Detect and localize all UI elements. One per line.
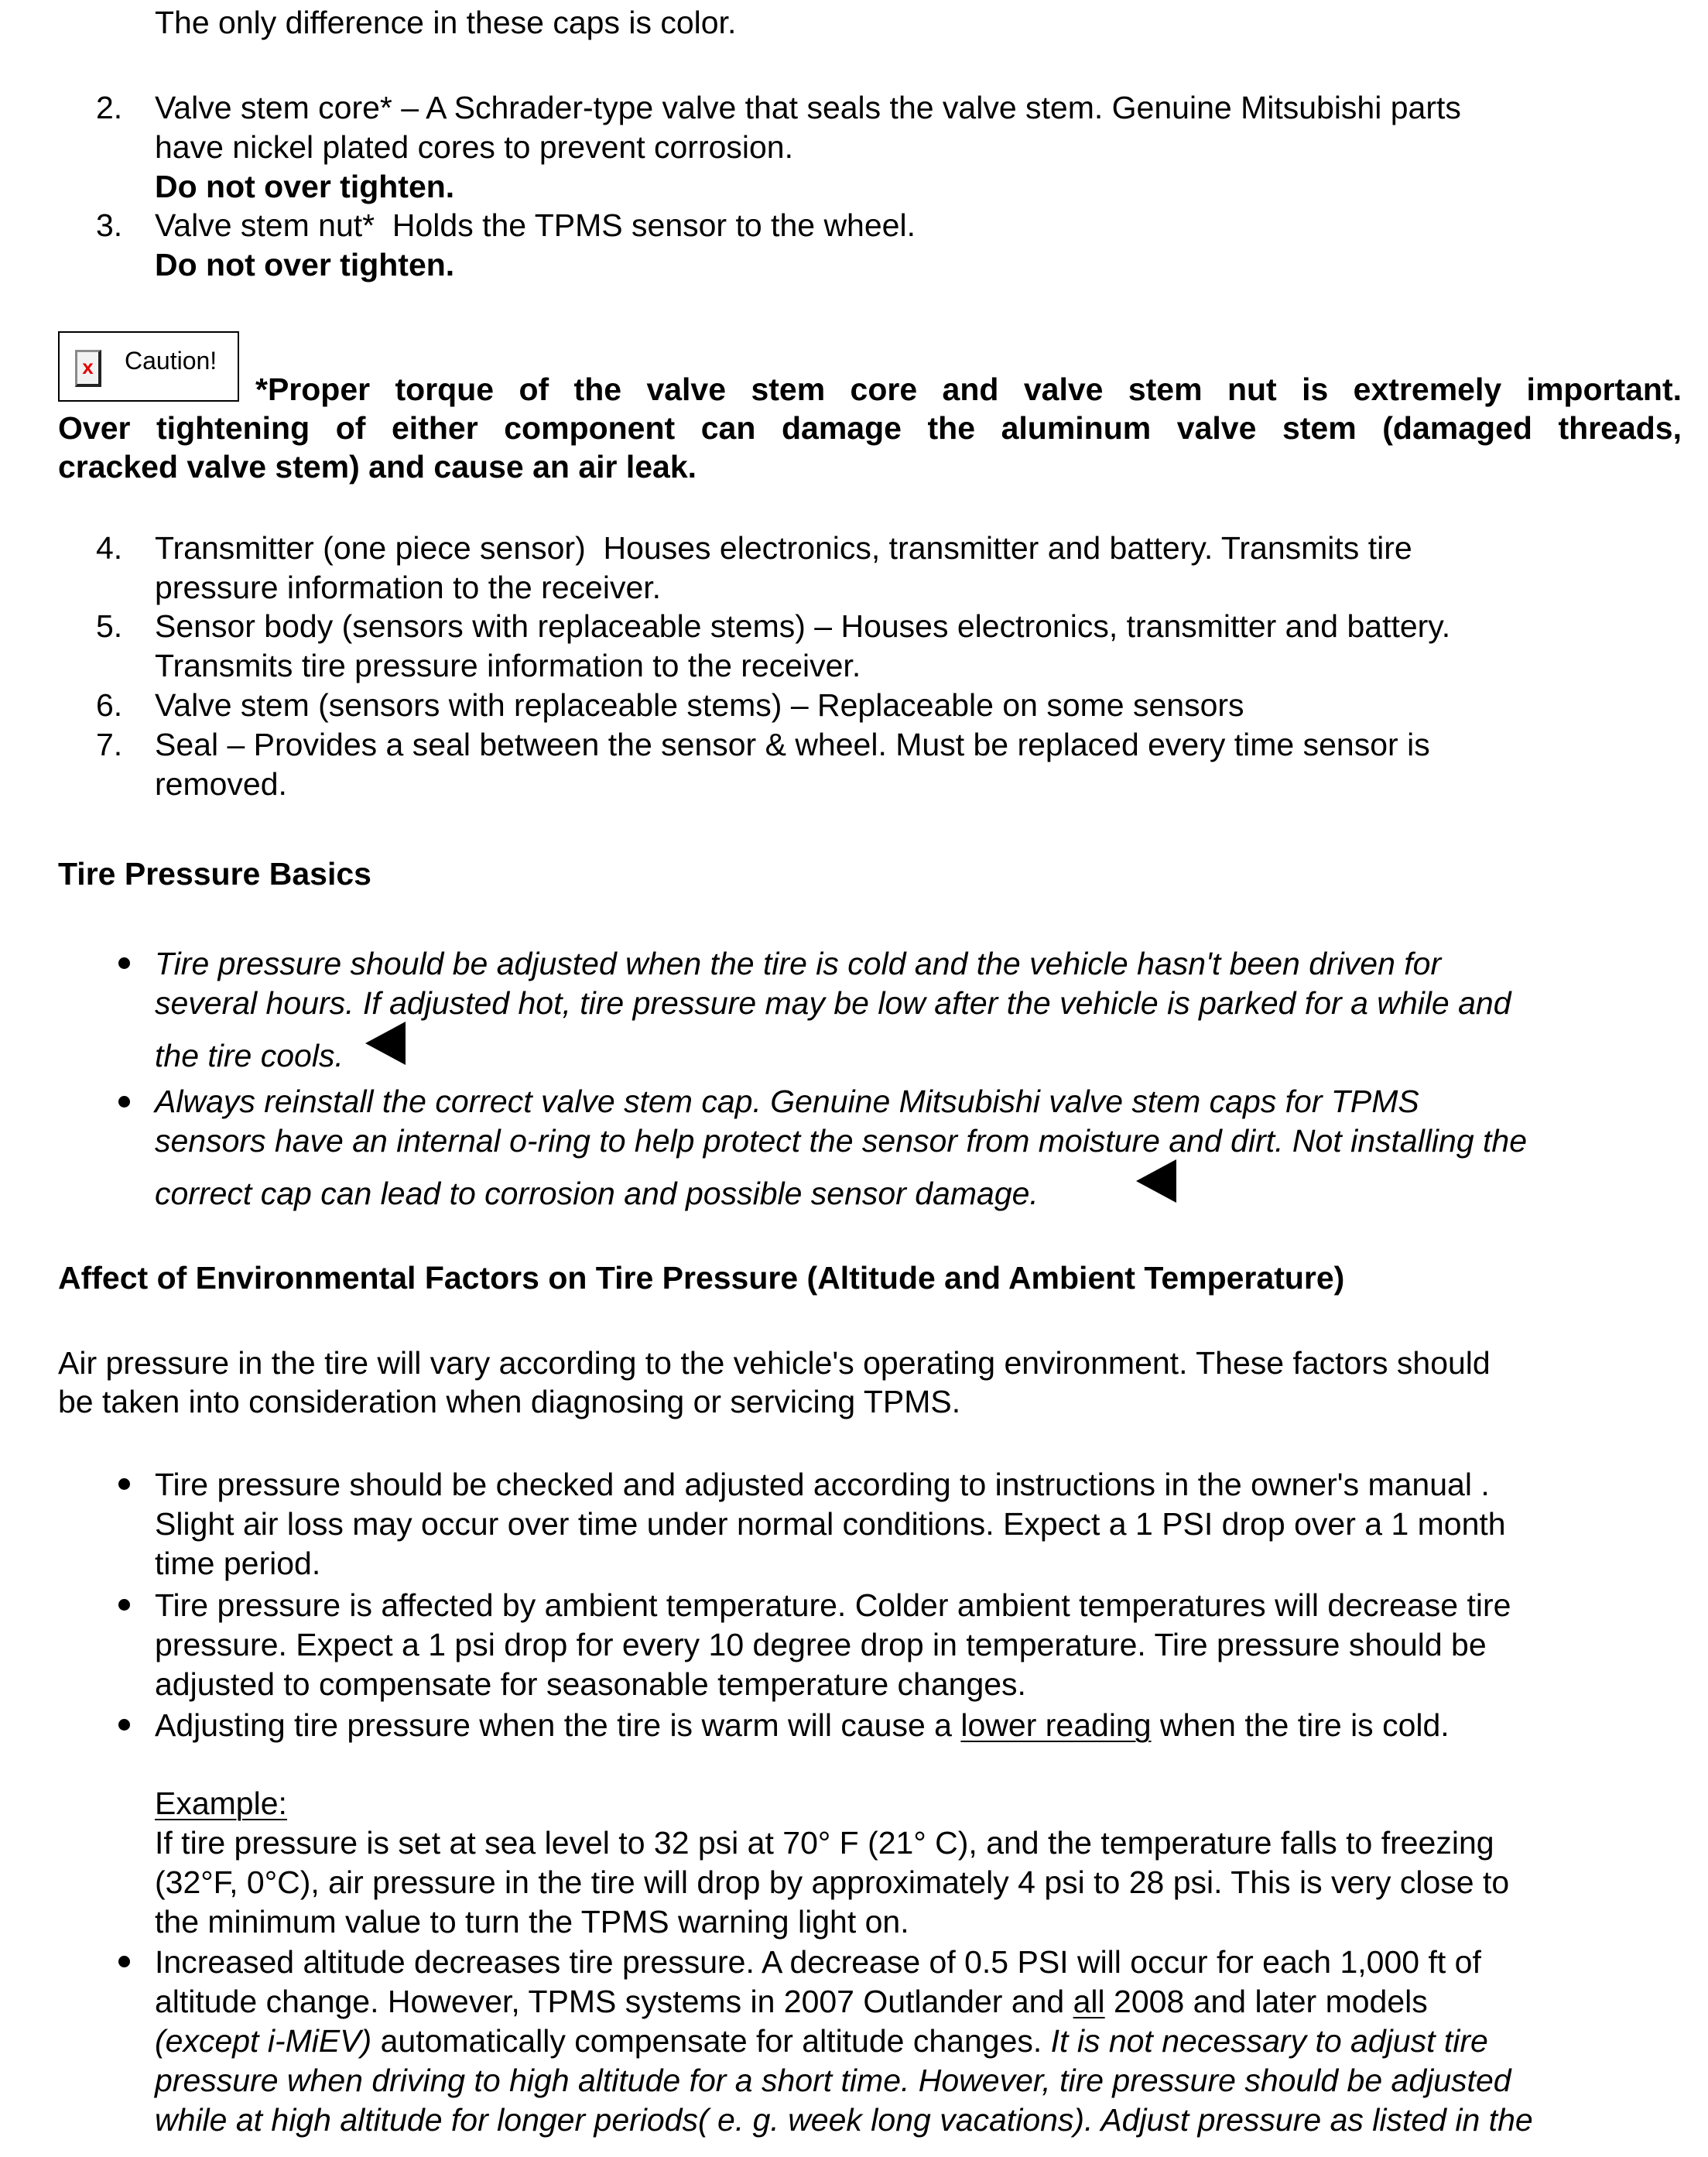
environment-bullet-text (155, 1984, 1428, 2019)
example-text: the minimum value to turn the TPMS warning light on. (155, 1904, 909, 1940)
environment-bullet-text (155, 2023, 1488, 2059)
caution-box (58, 331, 239, 402)
list-number: 4. (96, 530, 123, 566)
list-number: 7. (96, 727, 123, 762)
bullet-icon (118, 1478, 130, 1490)
caution-text-line: Over tightening of either component can damage the aluminum valve stem (damaged threads, (58, 410, 1682, 446)
basics-bullet-text: several hours. If adjusted hot, tire pressure may be low after the vehicle is parked for a while and (155, 985, 1511, 1021)
example-label: Example: (155, 1786, 287, 1821)
section-heading-environment: Affect of Environmental Factors on Tire Pressure (Altitude and Ambient Temperature) (58, 1260, 1345, 1296)
bullet-text-segment: 2008 and later models (1104, 1984, 1428, 2019)
basics-bullet-text: Tire pressure should be adjusted when the tire is cold and the vehicle hasn't been driven for (155, 946, 1442, 981)
underlined-emphasis: all (1073, 1984, 1105, 2019)
list-item-text: Transmits tire pressure information to the receiver. (155, 648, 861, 683)
bullet-text-segment: (except i-MiEV) (155, 2023, 372, 2059)
left-triangle-icon (1136, 1159, 1176, 1203)
bullet-icon (118, 957, 130, 969)
list-number: 2. (96, 90, 123, 125)
environment-bullet-text: Tire pressure is affected by ambient temperature. Colder ambient temperatures will decrease tire (155, 1587, 1511, 1623)
list-item-valve-stem-nut: Valve stem nut* Holds the TPMS sensor to the wheel. (155, 207, 916, 243)
list-item-text: pressure information to the receiver. (155, 570, 662, 605)
list-item-transmitter: Transmitter (one piece sensor) Houses electronics, transmitter and battery. Transmits tire (155, 530, 1412, 566)
caution-text-line: cracked valve stem) and cause an air leak. (58, 449, 697, 484)
bullet-text-segment: Adjusting tire pressure when the tire is warm will cause a (155, 1707, 961, 1743)
list-item-text: have nickel plated cores to prevent corrosion. (155, 129, 794, 165)
underlined-emphasis: lower reading (960, 1707, 1152, 1743)
caution-text-line: *Proper torque of the valve stem core and valve stem nut is extremely important. (255, 371, 1682, 407)
broken-image-icon: x (75, 350, 101, 387)
environment-intro: be taken into consideration when diagnosing or servicing TPMS. (58, 1384, 961, 1419)
list-item-valve-stem-core: Valve stem core* – A Schrader-type valve that seals the valve stem. Genuine Mitsubishi parts (155, 90, 1461, 125)
example-text: (32°F, 0°C), air pressure in the tire will drop by approximately 4 psi to 28 psi. This is very close to (155, 1864, 1510, 1900)
bullet-icon (118, 1599, 130, 1611)
bullet-text-segment: automatically compensate for altitude changes. (371, 2023, 1051, 2059)
environment-bullet-text: while at high altitude for longer periods( e. g. week long vacations). Adjust pressure as listed in the (155, 2102, 1533, 2138)
example-text: If tire pressure is set at sea level to 32 psi at 70° F (21° C), and the temperature falls to freezing (155, 1825, 1494, 1861)
bullet-text-segment: altitude change. However, TPMS systems in 2007 Outlander and (155, 1984, 1073, 2019)
list-number: 3. (96, 207, 123, 243)
list-item-sensor-body: Sensor body (sensors with replaceable stems) – Houses electronics, transmitter and battery. (155, 608, 1451, 644)
section-heading-basics: Tire Pressure Basics (58, 856, 371, 892)
list-number: 6. (96, 687, 123, 723)
list-item-text: removed. (155, 766, 287, 802)
basics-bullet-text: Always reinstall the correct valve stem cap. Genuine Mitsubishi valve stem caps for TPMS (155, 1084, 1419, 1119)
list-item-seal: Seal – Provides a seal between the sensor & wheel. Must be replaced every time sensor is (155, 727, 1430, 762)
environment-bullet-text: pressure. Expect a 1 psi drop for every 10 degree drop in temperature. Tire pressure should be (155, 1627, 1487, 1662)
basics-bullet-text: sensors have an internal o-ring to help protect the sensor from moisture and dirt. Not installing the (155, 1123, 1528, 1159)
bullet-icon (118, 1956, 130, 1967)
list-item-valve-stem: Valve stem (sensors with replaceable stems) – Replaceable on some sensors (155, 687, 1244, 723)
environment-bullet-text: Slight air loss may occur over time under normal conditions. Expect a 1 PSI drop over a 1 month (155, 1506, 1506, 1542)
basics-bullet-text: correct cap can lead to corrosion and possible sensor damage. (155, 1176, 1039, 1211)
left-triangle-icon (365, 1022, 406, 1065)
warning-text: Do not over tighten. (155, 247, 455, 282)
bullet-text-segment: when the tire is cold. (1151, 1707, 1450, 1743)
environment-bullet-text: Increased altitude decreases tire pressure. A decrease of 0.5 PSI will occur for each 1,000 ft of (155, 1944, 1481, 1980)
environment-bullet-text: Tire pressure should be checked and adjusted according to instructions in the owner's manual . (155, 1467, 1490, 1502)
list-number: 5. (96, 608, 123, 644)
bullet-text-segment: It is not necessary to adjust tire (1050, 2023, 1488, 2059)
environment-bullet-text: pressure when driving to high altitude for a short time. However, tire pressure should be adjusted (155, 2063, 1511, 2098)
caution-label: Caution! (125, 347, 217, 375)
environment-bullet-text: time period. (155, 1546, 321, 1581)
warning-text: Do not over tighten. (155, 169, 455, 204)
bullet-icon (118, 1719, 130, 1731)
cap-color-note: The only difference in these caps is color. (155, 5, 737, 40)
bullet-icon (118, 1096, 130, 1108)
basics-bullet-text: the tire cools. (155, 1038, 344, 1073)
environment-bullet-text (155, 1707, 1450, 1743)
environment-intro: Air pressure in the tire will vary according to the vehicle's operating environment. These factors should (58, 1345, 1491, 1381)
environment-bullet-text: adjusted to compensate for seasonable temperature changes. (155, 1666, 1026, 1702)
